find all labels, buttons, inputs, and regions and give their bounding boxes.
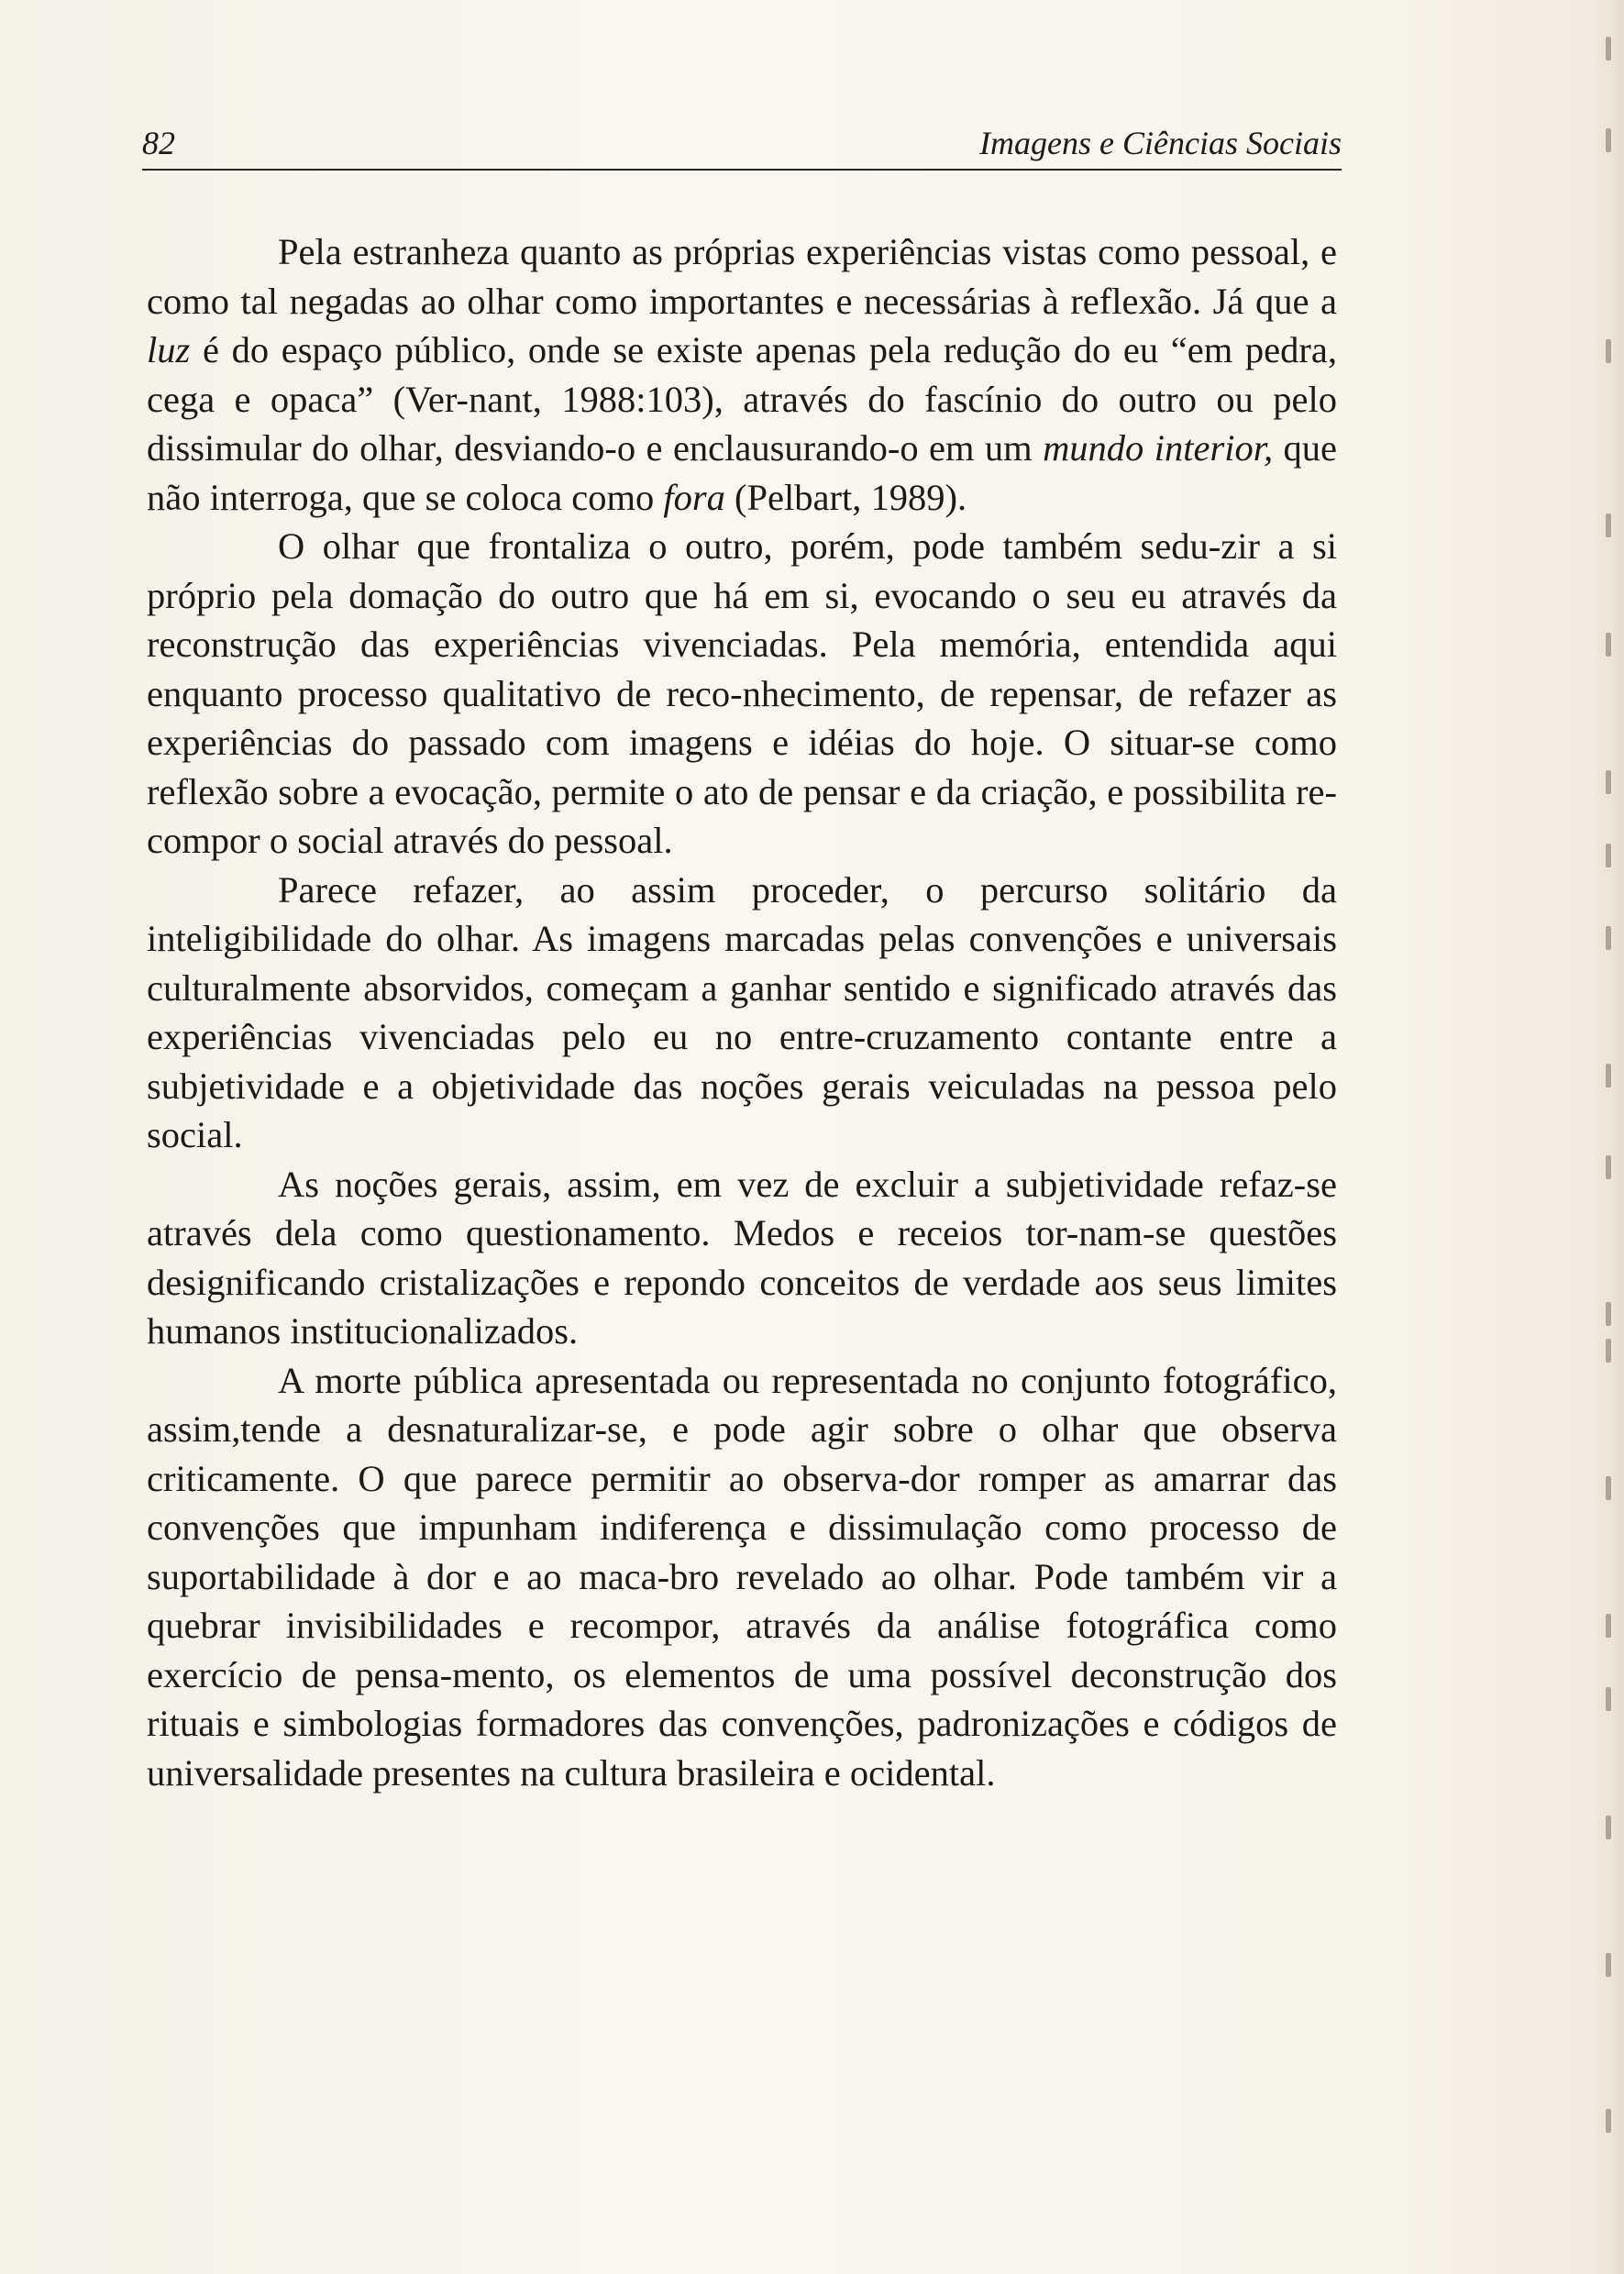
- text-segment: As noções gerais, assim, em vez de excluir a subjetividade refaz-se através dela como questionamento. Medos e receios tor-nam-se questões designificando cristalizações e repondo conceitos de verdade aos seus limites humanos institucionalizados.: [147, 1163, 1337, 1352]
- paragraph: [147, 227, 1337, 522]
- text-segment: é do espaço público, onde se existe apenas pela redução do eu “em pedra, cega e opaca” (Ver-nant, 1988:103), através do fascínio do outro ou pelo dissimular do olhar, desviando-o e enclausurando-o em um: [147, 329, 1337, 469]
- binding-mark: [1606, 128, 1611, 152]
- binding-mark: [1606, 770, 1611, 794]
- italic-term: luz: [147, 329, 191, 370]
- binding-mark: [1606, 1339, 1611, 1363]
- binding-mark: [1606, 1953, 1611, 1977]
- binding-mark: [1606, 1476, 1611, 1500]
- binding-mark: [1606, 844, 1611, 867]
- body-text: [147, 227, 1337, 1797]
- page-header: [142, 117, 1342, 171]
- running-title: Imagens e Ciências Sociais: [979, 125, 1342, 161]
- binding-mark: [1606, 2109, 1611, 2133]
- text-segment: Pela estranheza quanto as próprias experiências vistas como pessoal, e como tal negadas ao olhar como importantes e necessárias à reflexão. Já que a: [147, 231, 1337, 322]
- text-segment: Parece refazer, ao assim proceder, o percurso solitário da inteligibilidade do olhar. As imagens marcadas pelas convenções e universais culturalmente absorvidos, começam a ganhar sentido e significado através das experiências vivenciadas pelo eu no entre-cruzamento contante entre a subjetividade e a objetividade das noções gerais veiculadas na pessoa pelo social.: [147, 868, 1337, 1155]
- binding-mark: [1606, 926, 1611, 950]
- text-segment: que não interroga, que se coloca como: [147, 427, 1338, 518]
- binding-mark: [1606, 1687, 1611, 1711]
- text-segment: A morte pública apresentada ou representada no conjunto fotográfico, assim,tende a desnaturalizar-se, e pode agir sobre o olhar que observa criticamente. O que parece permitir ao observa-dor romper as amarrar das convenções que impunham indiferença e dissimulação como processo de suportabilidade à dor e ao maca-bro revelado ao olhar. Pode também vir a quebrar invisibilidades e recompor, através da análise fotográfica como exercício de pensa-mento, os elementos de uma possível deconstrução dos rituais e simbologias formadores das convenções, padronizações e códigos de universalidade presentes na cultura brasileira e ocidental.: [147, 1359, 1337, 1794]
- binding-mark: [1606, 633, 1611, 657]
- page-edge-shadow: [1589, 0, 1624, 2274]
- paragraph: [147, 1160, 1337, 1356]
- binding-mark: [1606, 1816, 1611, 1839]
- binding-mark: [1606, 1064, 1611, 1087]
- binding-mark: [1606, 339, 1611, 363]
- binding-mark: [1606, 1302, 1611, 1326]
- paragraph: [147, 866, 1337, 1160]
- paragraph: [147, 522, 1337, 866]
- binding-mark: [1606, 37, 1611, 61]
- text-segment: (Pelbart, 1989).: [724, 476, 967, 518]
- italic-term: fora: [663, 476, 725, 518]
- text-segment: O olhar que frontaliza o outro, porém, pode também sedu-zir a si próprio pela domação do outro que há em si, evocando o seu eu através da reconstrução das experiências vivenciadas. Pela memória, entendida aqui enquanto processo qualitativo de reco-nhecimento, de repensar, de refazer as experiências do passado com imagens e idéias do hoje. O situar-se como reflexão sobre a evocação, permite o ato de pensar e da criação, e possibilita re-compor o social através do pessoal.: [147, 525, 1337, 861]
- paragraph: [147, 1356, 1337, 1798]
- binding-mark: [1606, 1155, 1611, 1179]
- italic-term: mundo interior,: [1043, 427, 1274, 469]
- page-number: 82: [142, 125, 175, 161]
- binding-mark: [1606, 1614, 1611, 1638]
- binding-mark: [1606, 513, 1611, 537]
